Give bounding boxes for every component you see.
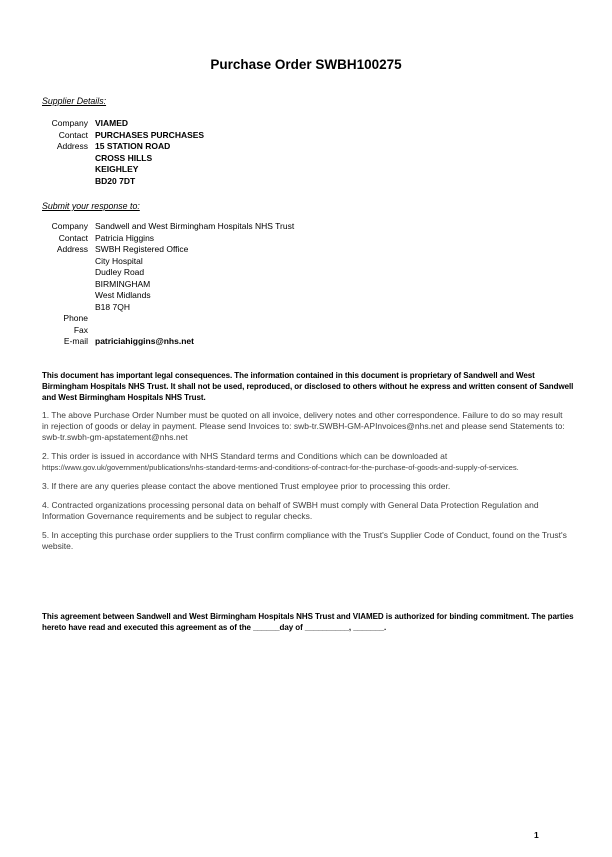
response-fax-label: Fax xyxy=(73,324,88,335)
term-item-4: 4. Contracted organizations processing personal data on behalf of SWBH must comply with General Data Protection Regulation and Information Governance requirements and be subject to regular checks. xyxy=(42,500,539,521)
response-address-line: City Hospital xyxy=(95,255,143,266)
spacer-label xyxy=(42,164,88,176)
supplier-contact-value: PURCHASES PURCHASES xyxy=(95,129,205,140)
response-fax-value xyxy=(95,325,294,337)
response-address-line: B18 7QH xyxy=(95,301,130,312)
spacer-label xyxy=(42,279,88,291)
supplier-details-heading: Supplier Details: xyxy=(42,96,107,106)
term-item-1: 1. The above Purchase Order Number must be quoted on all invoice, delivery notes and other correspondence. Failure to do so may result in rejection of goods or delay in payment. Please send Invoices to: swb-tr.SWBH-GM-APInvoices@nhs.net and please send Statements to: swb-tr.swbh-gm-apstatement@nhs.net xyxy=(42,410,565,442)
supplier-address-label: Address xyxy=(56,141,88,151)
response-address-line: BIRMINGHAM xyxy=(95,278,151,289)
page-number: 1 xyxy=(534,830,539,840)
response-email-label: E-mail xyxy=(63,336,88,346)
response-email-value: patriciahiggins@nhs.net xyxy=(95,336,194,346)
terms-list xyxy=(42,410,570,560)
response-details-block xyxy=(42,221,294,348)
agreement-statement: This agreement between Sandwell and West Birmingham Hospitals NHS Trust and VIAMED is authorized for binding commitment. The parties hereto have read and executed this agreement as of the ______day of __________, _______. xyxy=(42,612,574,632)
response-company-value: Sandwell and West Birmingham Hospitals NHS Trust xyxy=(95,221,295,231)
response-address-line: Dudley Road xyxy=(95,267,145,277)
term-item-2-url: https://www.gov.uk/government/publications/nhs-standard-terms-and-conditions-of-contract-for-the-purchase-of-goods-and-supply-of-services. xyxy=(42,463,519,472)
term-item-2 xyxy=(42,451,570,473)
response-contact-value: Patricia Higgins xyxy=(95,232,155,243)
supplier-address-line: KEIGHLEY xyxy=(95,164,139,174)
supplier-company-value: VIAMED xyxy=(95,118,129,128)
submit-response-heading: Submit your response to: xyxy=(42,201,140,211)
spacer-label xyxy=(42,256,88,268)
spacer-label xyxy=(42,290,88,302)
term-item-3: 3. If there are any queries please contact the above mentioned Trust employee prior to processing this order. xyxy=(42,481,451,491)
supplier-address-line: BD20 7DT xyxy=(95,175,136,186)
page-title: Purchase Order SWBH100275 xyxy=(210,57,402,72)
supplier-address-line: CROSS HILLS xyxy=(95,152,153,163)
supplier-address-line: 15 STATION ROAD xyxy=(95,141,171,151)
response-company-label: Company xyxy=(51,221,88,231)
term-item-2-text: 2. This order is issued in accordance with NHS Standard terms and Conditions which can be downloaded at xyxy=(42,451,448,461)
spacer-label xyxy=(42,176,88,188)
supplier-details-block xyxy=(42,118,204,187)
spacer-label xyxy=(42,153,88,165)
spacer-label xyxy=(42,302,88,314)
response-contact-label: Contact xyxy=(58,232,88,243)
response-address-line: SWBH Registered Office xyxy=(95,244,189,254)
response-phone-label: Phone xyxy=(63,313,88,323)
supplier-company-label: Company xyxy=(51,118,88,128)
legal-notice: This document has important legal consequences. The information contained in this document is proprietary of Sandwell and West Birmingham Hospitals NHS Trust. It shall not be used, reproduced, or disclosed to others without he express and written consent of Sandwell and West Birmingham Hospitals NHS Trust. xyxy=(42,371,574,402)
supplier-contact-label: Contact xyxy=(58,129,88,140)
term-item-5: 5. In accepting this purchase order suppliers to the Trust confirm compliance with the Trust's Supplier Code of Conduct, found on the Trust's website. xyxy=(42,530,567,551)
response-address-line: West Midlands xyxy=(95,290,151,300)
response-phone-value xyxy=(95,313,294,325)
response-address-label: Address xyxy=(56,244,88,254)
spacer-label xyxy=(42,267,88,279)
